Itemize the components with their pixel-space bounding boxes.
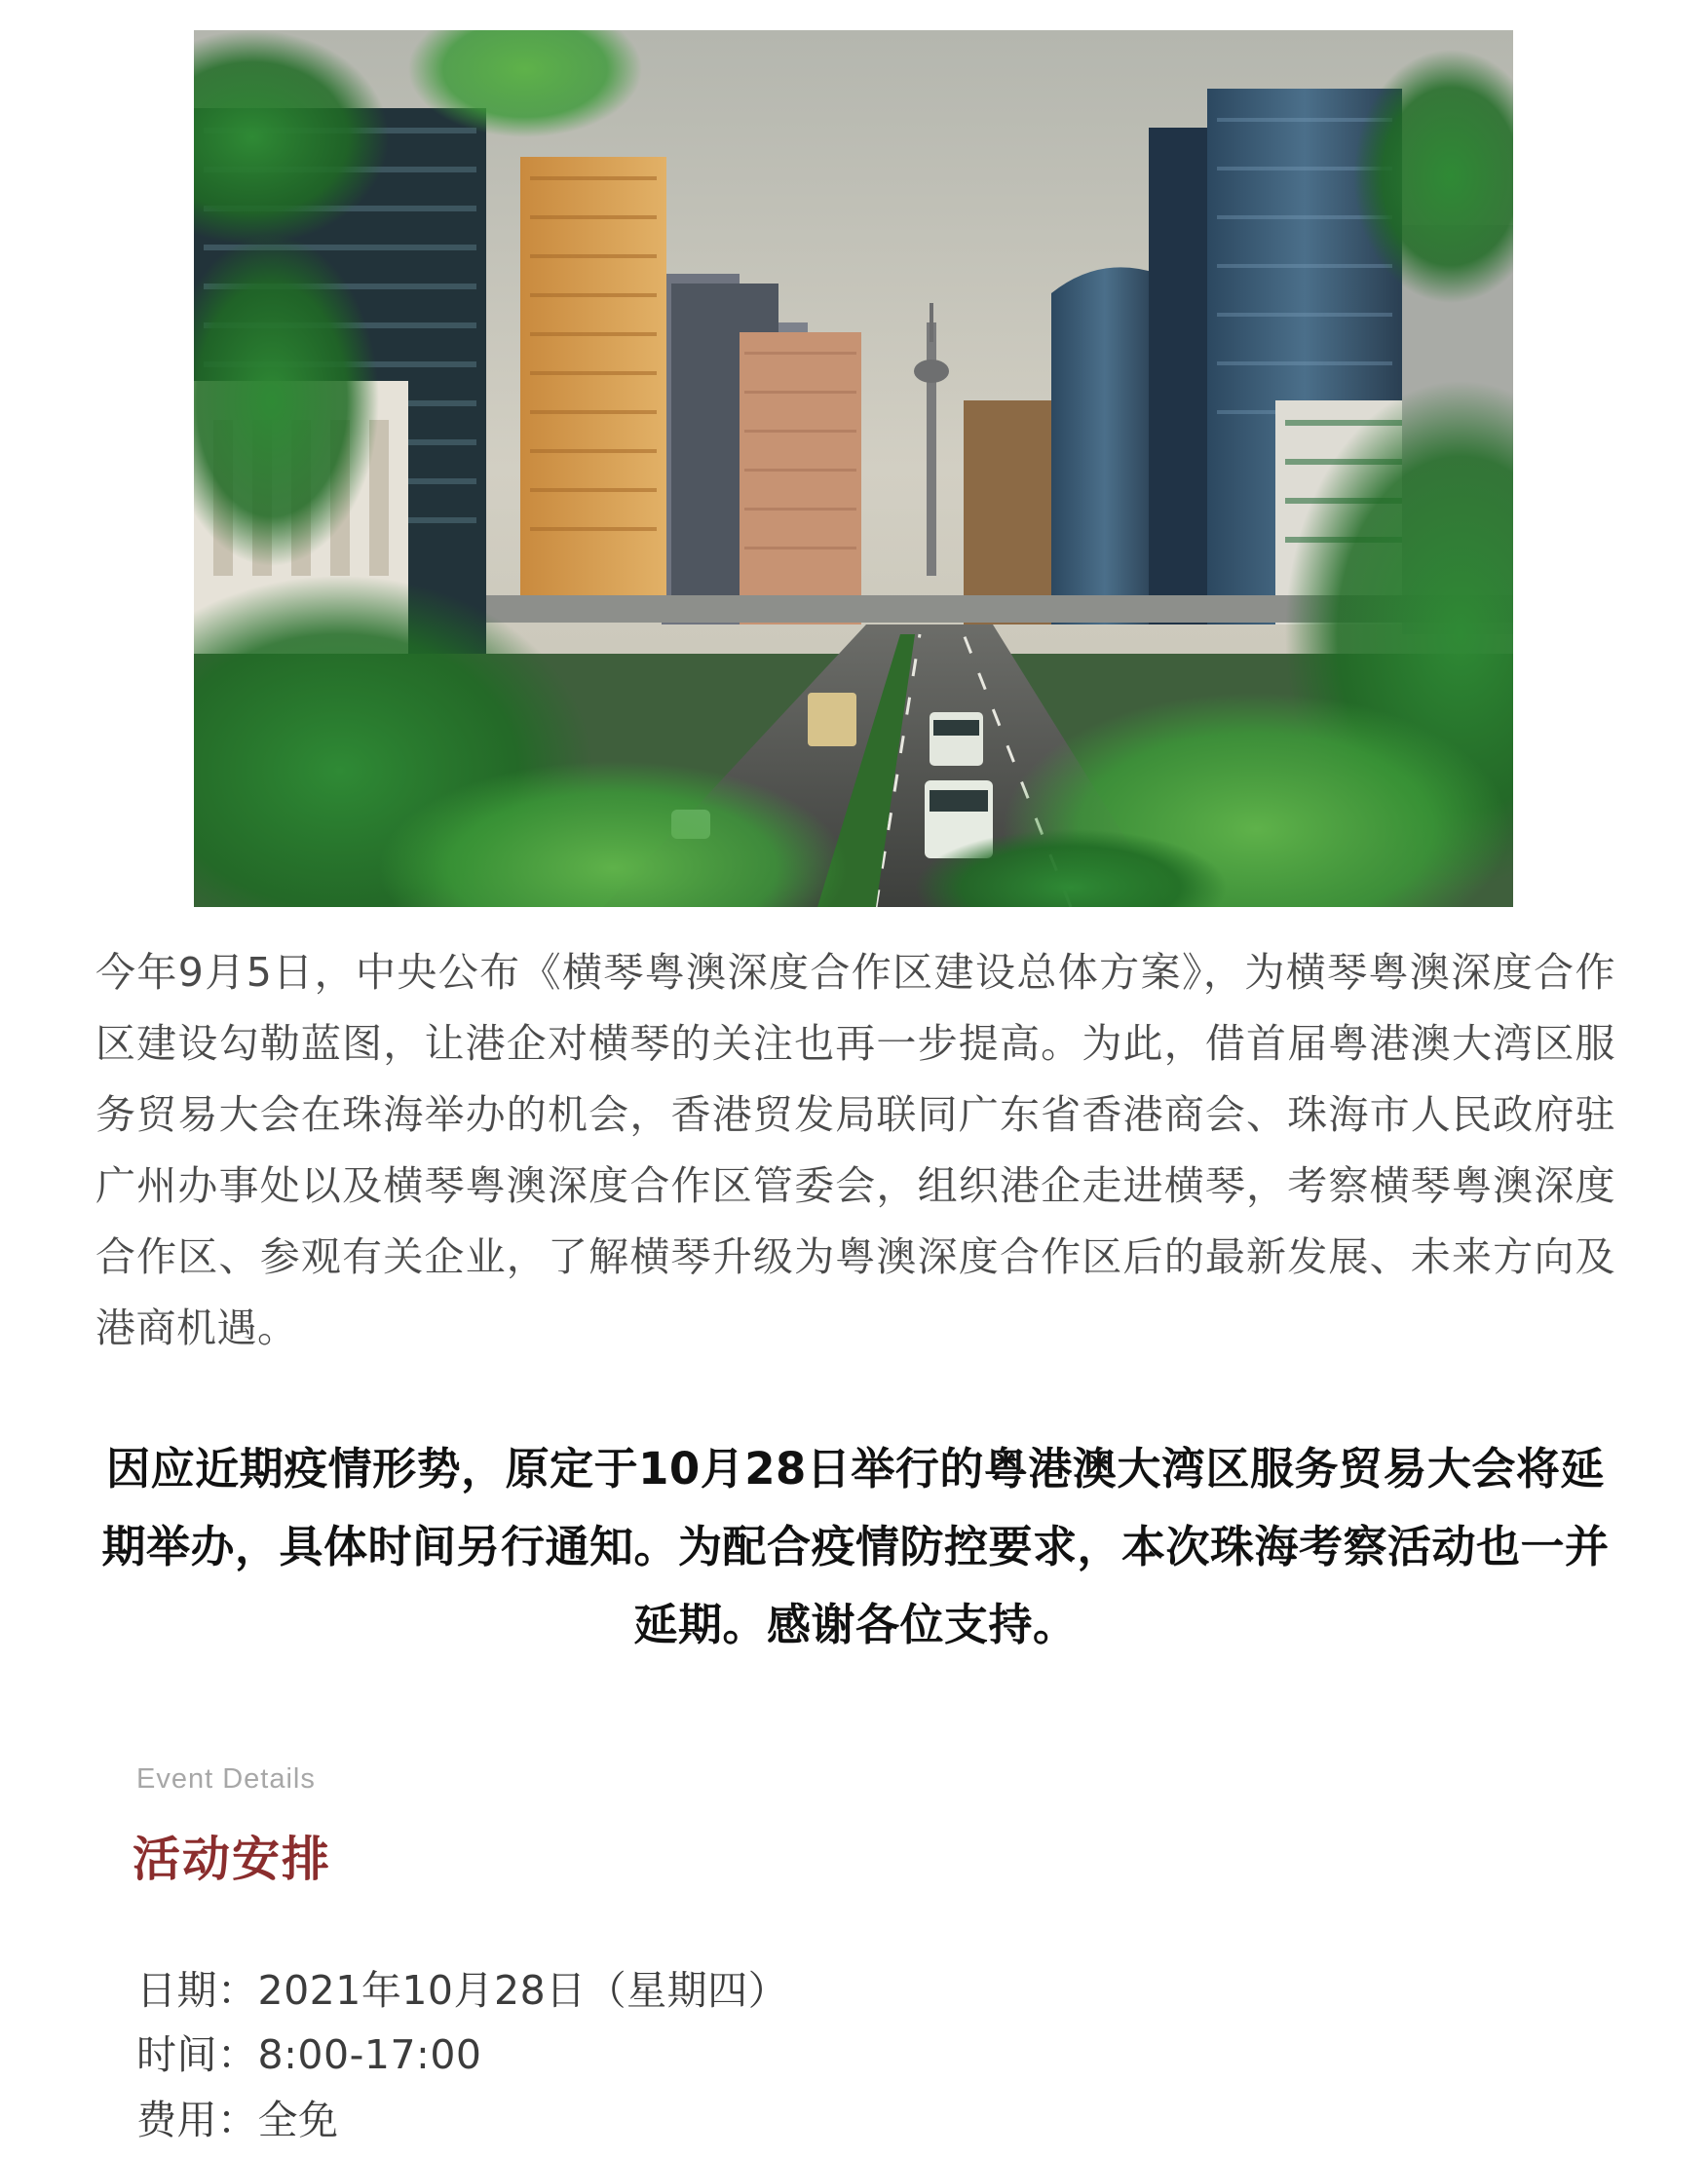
event-section-title: 活动安排 [133, 1832, 332, 1887]
event-time: 时间：8:00-17:00 [136, 2031, 482, 2078]
event-fee: 费用：全免 [136, 2097, 339, 2143]
intro-paragraph: 今年9月5日，中央公布《横琴粤澳深度合作区建设总体方案》，为横琴粤澳深度合作区建设勾勒蓝图，让港企对横琴的关注也再一步提高。为此，借首届粤港澳大湾区服务贸易大会在珠海举办的机会，香港贸发局联同广东省香港商会、珠海市人民政府驻广州办事处以及横琴粤澳深度合作区管委会，组织港企走进横琴，考察横琴粤澳深度合作区、参观有关企业，了解横琴升级为粤澳深度合作区后的最新发展、未来方向及港商机遇。 [95, 949, 1615, 1351]
event-details-subtitle: Event Details [136, 1763, 316, 1795]
event-date: 日期：2021年10月28日（星期四） [136, 1967, 789, 2014]
postponement-notice: 因应近期疫情形势，原定于10月28日举行的粤港澳大湾区服务贸易大会将延期举办，具体时间另行通知。为配合疫情防控要求，本次珠海考察活动也一并延期。感谢各位支持。 [101, 1443, 1610, 1650]
hero-city-photo [194, 30, 1513, 907]
